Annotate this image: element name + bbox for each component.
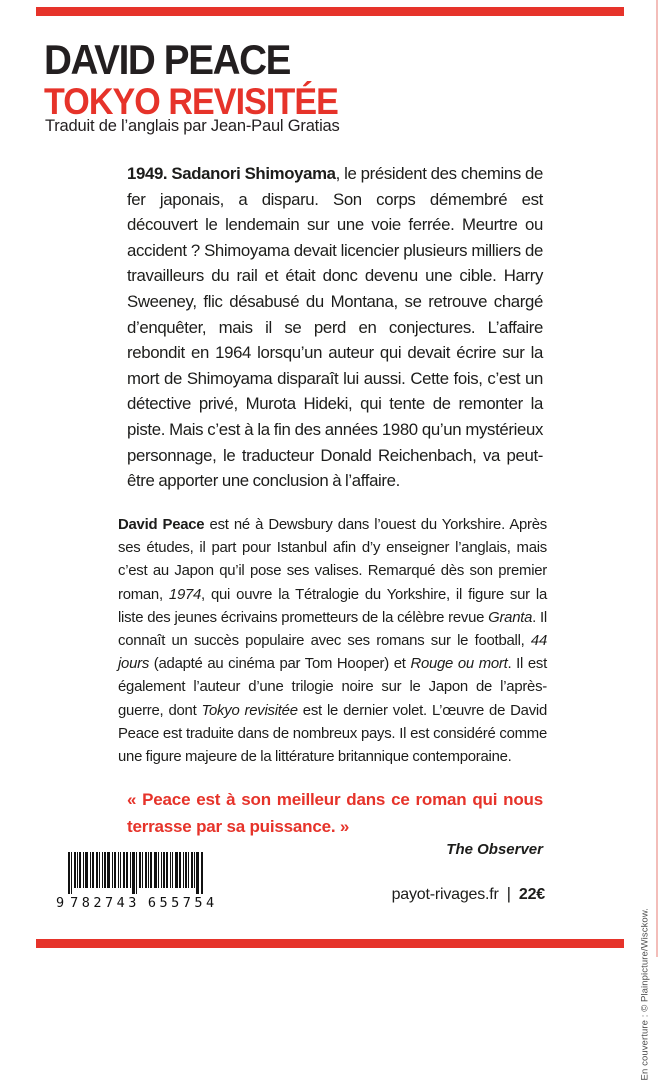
text-segment: 1974 <box>168 586 202 603</box>
author-name <box>44 36 311 84</box>
barcode-digits <box>56 895 218 911</box>
barcode-bar <box>185 852 187 888</box>
price-label: 22€ <box>518 886 545 903</box>
barcode-bar <box>183 852 184 888</box>
text-segment: . Il est également l’auteur d’une trilogie noire sur le Japon de l’après-guerre, dont <box>118 656 547 719</box>
barcode <box>56 852 218 911</box>
barcode-bar <box>126 852 128 888</box>
barcode-digit-group1: 782743 <box>70 895 140 911</box>
barcode-bar <box>107 852 110 888</box>
publisher-line <box>392 884 545 904</box>
barcode-bar <box>112 852 113 888</box>
text-segment: (adapté au cinéma par Tom Hooper) et <box>149 656 411 673</box>
barcode-bar <box>158 852 159 888</box>
text-segment: , le président des chemins de fer japonais, a disparu. Son corps démembré est découvert le lendemain sur une voie ferrée. Meurtre ou accident ? Shimoyama devait licencier plusieurs milliers de travailleurs du rail et était donc devenu une cible. Harry Sweeney, flic désabusé du Montana, se retrouve chargé d’enquêter, mais il se perd en conjectures. L’affaire rebondit en 1964 lorsqu’un auteur qui devait écrire sur la mort de Shimoyama disparaît lui aussi. Cette fois, c’est un détective privé, Murota Hideki, qui tente de remonter la piste. Mais c’est à la fin des années 1980 qu’un mystérieux personnage, le traducteur Donald Reichenbach, va peut-être apporter une conclusion à l’affaire. <box>127 164 543 491</box>
author-name-text: DAVID PEACE <box>44 36 291 83</box>
barcode-bar <box>175 852 178 888</box>
translation-credit: Traduit de l’anglais par Jean-Paul Gratias <box>45 117 340 135</box>
barcode-bar <box>120 852 121 888</box>
barcode-digit-group2: 655754 <box>147 895 218 911</box>
text-segment: David Peace <box>118 517 205 533</box>
barcode-bar <box>114 852 116 888</box>
barcode-bar <box>74 852 76 888</box>
barcode-bar <box>68 852 70 894</box>
barcode-bar <box>142 852 143 888</box>
barcode-bar <box>191 852 193 888</box>
barcode-bar <box>148 852 149 888</box>
barcode-bar <box>201 852 203 894</box>
barcode-bar <box>139 852 141 888</box>
bottom-red-bar <box>36 939 624 948</box>
text-segment: 1949. Sadanori Shimoyama <box>127 164 336 183</box>
book-title-text: TOKYO REVISITÉE <box>44 81 338 122</box>
barcode-bar <box>83 852 84 888</box>
author-bio-paragraph <box>118 514 547 769</box>
barcode-bar <box>118 852 119 888</box>
barcode-bar <box>132 852 135 894</box>
barcode-bar <box>145 852 147 888</box>
barcode-bar <box>163 852 165 888</box>
barcode-digit-prefix: 9 <box>56 895 65 911</box>
barcode-bar <box>179 852 181 888</box>
barcode-bar <box>196 852 199 894</box>
barcode-bar <box>150 852 152 888</box>
barcode-bar <box>170 852 171 888</box>
review-quote: « Peace est à son meilleur dans ce roman qui nous terrasse par sa puissance. » <box>127 790 543 836</box>
barcode-bar <box>136 852 137 894</box>
barcode-bar <box>123 852 125 888</box>
barcode-bar <box>166 852 168 888</box>
barcode-bar <box>79 852 81 888</box>
review-attribution: The Observer <box>446 841 543 858</box>
barcode-bar <box>104 852 106 888</box>
barcode-bar <box>154 852 157 888</box>
barcode-bar <box>71 852 72 894</box>
right-edge-line <box>656 0 658 957</box>
text-segment: est né à Dewsbury dans l’ouest du Yorkshire. Après ses études, il part pour Istanbul afin d’y enseigner l’anglais, mais c’est au Japon qu’il pose ses valises. Remarqué dès son premier roman, <box>118 517 547 603</box>
barcode-bar <box>90 852 91 888</box>
text-segment: 44 jours <box>118 633 547 673</box>
barcode-bar <box>99 852 100 888</box>
text-segment: Granta <box>488 609 533 626</box>
barcode-bar <box>102 852 103 888</box>
synopsis-paragraph <box>127 161 543 494</box>
barcode-bar <box>172 852 173 888</box>
text-segment: , qui ouvre la Tétralogie du Yorkshire, il figure sur la liste des jeunes écrivains prometteurs de la célèbre revue <box>118 586 547 626</box>
barcode-bar <box>77 852 78 888</box>
barcode-bar <box>92 852 94 888</box>
top-red-bar <box>36 7 624 16</box>
text-segment: Rouge ou mort <box>410 656 508 673</box>
publisher-website: payot-rivages.fr <box>391 886 499 903</box>
barcode-bars <box>68 852 218 894</box>
barcode-bar <box>194 852 195 888</box>
text-segment: Tokyo revisitée <box>201 702 298 719</box>
text-segment: est le dernier volet. L’œuvre de David Peace est traduite dans de nombreux pays. Il est considéré comme une figure majeure de la littérature britannique contemporaine. <box>118 702 548 766</box>
text-segment: . Il connaît un succès populaire avec ses romans sur le football, <box>118 609 547 650</box>
cover-photo-credit: En couverture : © Plainpicture/Wisckow. <box>639 908 650 1080</box>
barcode-bar <box>85 852 88 888</box>
barcode-bar <box>96 852 98 888</box>
publisher-separator: | <box>506 884 511 903</box>
barcode-bar <box>161 852 162 888</box>
barcode-bar <box>188 852 189 888</box>
barcode-bar <box>130 852 131 888</box>
